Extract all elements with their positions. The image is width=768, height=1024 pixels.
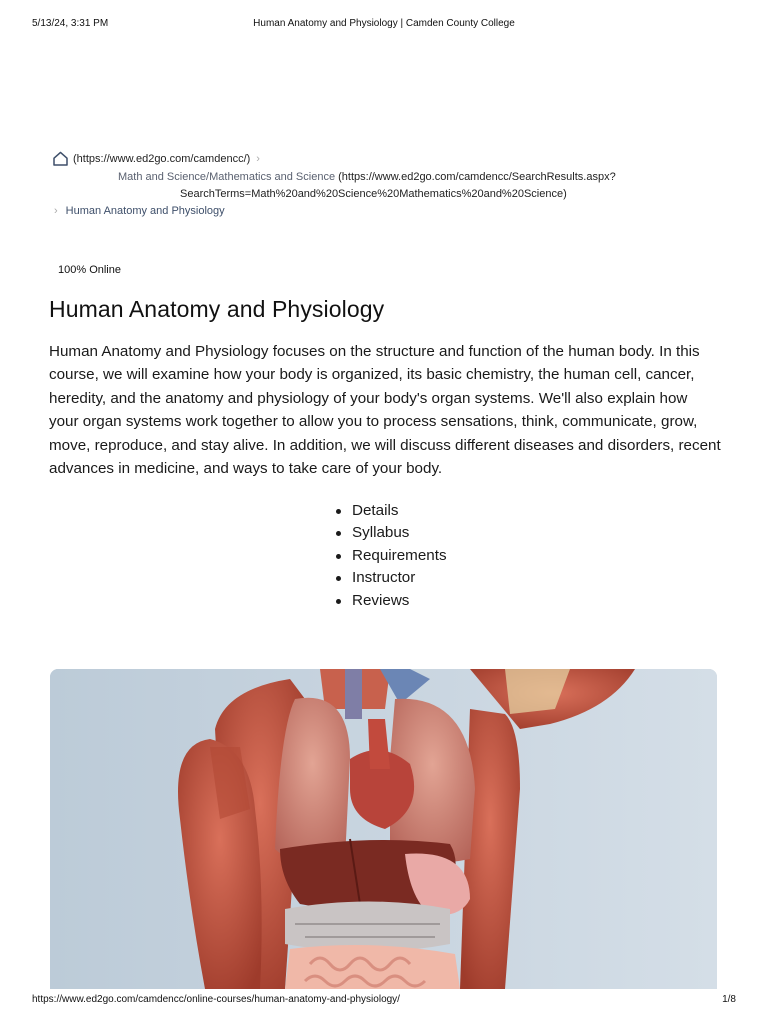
home-icon[interactable] (52, 150, 69, 167)
tab-instructor[interactable]: Instructor (334, 567, 447, 589)
chevron-right-icon: › (54, 205, 58, 217)
course-tab-list (334, 500, 447, 612)
print-footer-url: https://www.ed2go.com/camdencc/online-courses/human-anatomy-and-physiology/ (32, 994, 400, 1005)
breadcrumb-category-url-cont: SearchTerms=Math%20and%20Science%20Mathematics%20and%20Science) (180, 188, 567, 200)
breadcrumb-current-label: Human Anatomy and Physiology (65, 205, 225, 217)
page-title: Human Anatomy and Physiology (49, 296, 385, 322)
print-doc-title: Human Anatomy and Physiology | Camden County College (253, 18, 515, 29)
tab-details[interactable]: Details (334, 500, 447, 522)
tab-syllabus[interactable]: Syllabus (334, 522, 447, 544)
breadcrumb-current (54, 205, 225, 217)
breadcrumb-category-url: (https://www.ed2go.com/camdencc/SearchResults.aspx? (338, 171, 616, 183)
delivery-badge: 100% Online (58, 264, 121, 276)
breadcrumb-home-url[interactable]: (https://www.ed2go.com/camdencc/) (73, 152, 251, 165)
breadcrumb-category[interactable] (118, 171, 616, 183)
anatomy-model-image (50, 669, 717, 989)
print-footer (0, 994, 768, 1008)
hero-image (50, 669, 717, 989)
print-page-number: 1/8 (722, 994, 736, 1005)
course-description: Human Anatomy and Physiology focuses on the structure and function of the human body. In this course, we will examine how your body is organized, its basic chemistry, the human cell, cancer, heredity, and the anatomy and physiology of your body's organ systems. We'll also explain how your organ systems work together to allow you to process sensations, think, communicate, grow, move, reproduce, and stay alive. In addition, we will discuss different diseases and disorders, recent advances in medicine, and ways to take care of your body. (49, 343, 721, 478)
print-datetime: 5/13/24, 3:31 PM (32, 18, 109, 29)
tab-reviews[interactable]: Reviews (334, 590, 447, 612)
tab-requirements[interactable]: Requirements (334, 545, 447, 567)
breadcrumb-category-label[interactable]: Math and Science/Mathematics and Science (118, 171, 336, 183)
print-header (0, 18, 768, 32)
chevron-right-icon: › (256, 152, 260, 165)
breadcrumb-home[interactable] (52, 150, 260, 167)
